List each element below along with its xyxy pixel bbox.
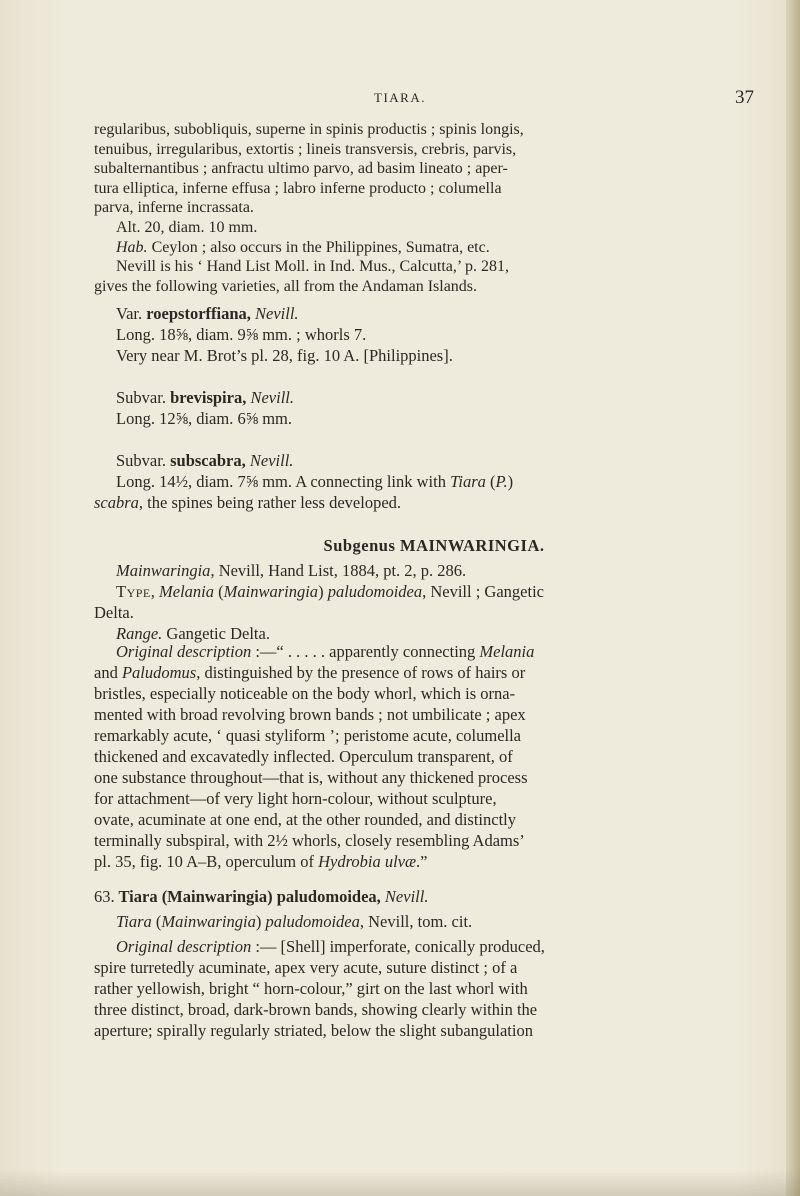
text-line: tura elliptica, inferne effusa ; labro inferne producto ; columella <box>94 179 502 197</box>
type-species: Type, Melania (Mainwaringia) paludomoidea, Nevill ; Gangetic <box>116 582 544 601</box>
species-author: Nevill. <box>380 887 429 906</box>
text-line: Long. 14½, diam. 7⅝ mm. A connecting link with Tiara (P.) <box>116 472 514 491</box>
text-line: three distinct, broad, dark-brown bands, showing clearly within the <box>94 1000 538 1019</box>
variety-author: Nevill. <box>250 304 299 323</box>
type-label: Type <box>116 582 151 601</box>
page-edge <box>786 0 800 1196</box>
original-description <box>94 641 774 872</box>
subvariety-brevispira <box>94 387 774 429</box>
habitat-text: Ceylon ; also occurs in the Philippines, Sumatra, etc. <box>147 238 490 256</box>
text-line: subalternantibus ; anfractu ultimo parvo, ad basim lineato ; aper- <box>94 160 508 178</box>
variety-heading: Subvar. brevispira, Nevill. <box>116 388 294 407</box>
subgenus-heading: Subgenus MAINWARINGIA. <box>323 536 545 555</box>
habitat <box>94 238 774 258</box>
text-line: remarkably acute, ‘ quasi styliform ’; peristome acute, columella <box>94 726 522 745</box>
text-line: thickened and excavatedly inflected. Operculum transparent, of <box>94 747 513 766</box>
species-63 <box>94 886 774 1041</box>
text-line: one substance throughout—that is, without any thickened process <box>94 768 528 787</box>
subgenus-section <box>94 535 774 644</box>
subvariety-subscabra <box>94 450 774 513</box>
text-line: and Paludomus, distinguished by the presence of rows of hairs or <box>94 663 526 682</box>
subgenus-reference: Mainwaringia, Nevill, Hand List, 1884, pt. 2, p. 286. <box>116 561 467 580</box>
page-header <box>0 87 800 110</box>
variety-name: brevispira, <box>170 388 247 407</box>
dimensions: Alt. 20, diam. 10 mm. <box>116 218 258 236</box>
text-line: parva, inferne incrassata. <box>94 199 254 217</box>
text-line: pl. 35, fig. 10 A–B, operculum of Hydrobia ulvæ.” <box>94 852 428 871</box>
range-label: Range. <box>116 624 163 643</box>
synonym-reference: Tiara (Mainwaringia) paludomoidea, Nevill, tom. cit. <box>116 912 473 931</box>
text-line: mented with broad revolving brown bands ; not umbilicate ; apex <box>94 705 526 724</box>
text-line: tenuibus, irregularibus, extortis ; lineis transversis, crebris, parvis, <box>94 140 517 158</box>
variety-name: roepstorffiana, <box>146 304 251 323</box>
text-line: Very near M. Brot’s pl. 28, fig. 10 A. [Philippines]. <box>116 346 453 365</box>
variety-roepstorffiana <box>94 303 774 366</box>
text-line: regularibus, subobliquis, superne in spinis productis ; spinis longis, <box>94 121 524 138</box>
text-line: Original description :—“ . . . . . apparently connecting Melania <box>116 642 535 661</box>
text-line: ovate, acuminate at one end, at the other rounded, and distinctly <box>94 810 516 829</box>
text-line: scabra, the spines being rather less developed. <box>94 493 402 512</box>
variety-heading: Subvar. subscabra, Nevill. <box>116 451 294 470</box>
range: Range. Gangetic Delta. <box>116 624 270 643</box>
habitat-label: Hab. <box>116 238 148 256</box>
text-line: for attachment—of very light horn-colour, without sculpture, <box>94 789 497 808</box>
page-number: 37 <box>735 87 754 108</box>
text-line: Delta. <box>94 603 134 622</box>
species-name: Tiara (Mainwaringia) paludomoidea, <box>114 887 381 906</box>
text-line: terminally subspiral, with 2½ whorls, closely resembling Adams’ <box>94 831 525 850</box>
latin-description <box>94 120 774 296</box>
text-line: Nevill is his ‘ Hand List Moll. in Ind. Mus., Calcutta,’ p. 281, <box>116 258 510 276</box>
variety-name: subscabra, <box>170 451 246 470</box>
text-line: spire turretedly acuminate, apex very acute, suture distinct ; of a <box>94 958 518 977</box>
text-line: Original description :— [Shell] imperforate, conically produced, <box>116 937 545 956</box>
text-line: aperture; spirally regularly striated, below the slight subangulation <box>94 1021 533 1040</box>
species-number: 63. <box>94 887 115 906</box>
text-line: Long. 12⅝, diam. 6⅝ mm. <box>116 409 292 428</box>
variety-heading: Var. roepstorffiana, Nevill. <box>116 304 299 323</box>
text-line: gives the following varieties, all from the Andaman Islands. <box>94 277 478 295</box>
variety-author: Nevill. <box>246 388 294 407</box>
species-heading <box>94 886 774 907</box>
variety-author: Nevill. <box>245 451 294 470</box>
text-line: bristles, especially noticeable on the body whorl, which is orna- <box>94 684 516 703</box>
running-title: TIARA. <box>374 90 426 105</box>
text-line: Long. 18⅝, diam. 9⅝ mm. ; whorls 7. <box>116 325 367 344</box>
page-shadow <box>0 1170 800 1196</box>
text-line: rather yellowish, bright “ horn-colour,” girt on the last whorl with <box>94 979 528 998</box>
